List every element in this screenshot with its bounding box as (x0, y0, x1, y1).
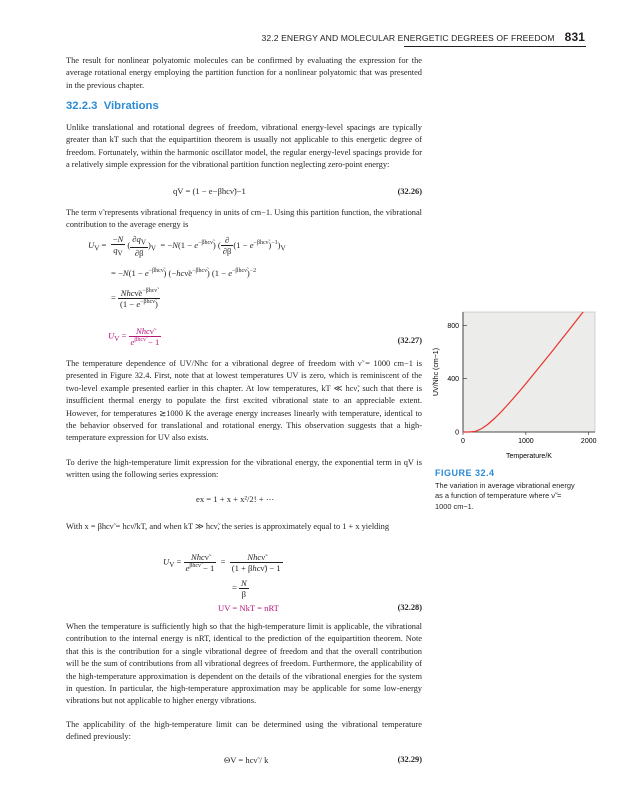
high-t-derivation-2: = $\frac{N}{\beta}$ (232, 578, 247, 599)
plot-area (463, 312, 595, 432)
derivation-line-2: = $-N(1 - e^{-\beta hc\nũ})$ $(-hc\nũe^{-\beta hc\nũ}) (1 - e^{-\beta hc\nũ})^{-2}$ (111, 268, 257, 278)
header-rule (404, 46, 586, 47)
section-title: Vibrations (103, 100, 159, 112)
paragraph-partition-term: The term ν̃ represents vibrational frequency in units of cm−1. Using this partition function, the vibrational contribution to the average energy is (66, 208, 422, 230)
equation-series: ex = 1 + x + x²/2! + ⋯ (196, 494, 275, 504)
y-axis-label: UV/Nhc (cm−1) (433, 347, 440, 397)
x-tick-label: 1000 (518, 438, 534, 445)
y-tick-label: 0 (455, 429, 459, 437)
derivation-line-1: $U_V$ = $\frac{-N}{q_V}$ ( $\frac{\partial q_V}{\partial\beta}$ )$_V = -N(1 - e^{-\beta hc\nũ})$ ( $\frac{\partial}{\partial\beta}$ $(1 - e^{-\beta hc\nũ})^{-1})_V$ (88, 234, 286, 258)
equation-32-26: qV = (1 − e−βhcν̃)−1 (173, 186, 246, 196)
equation-32-28: UV = NkT = nRT (218, 603, 279, 613)
x-tick-label: 0 (461, 438, 465, 445)
equation-number-32-29: (32.29) (397, 755, 422, 764)
figure-32-4-chart (425, 308, 605, 464)
paragraph-vibrations-intro: Unlike translational and rotational degrees of freedom, vibrational energy-level spacings are typically greater than kT such that the equipartition theorem is usually not applicable to this energetic degree of freedom. Fortunately, within the harmonic oscillator model, the regular energy-level spacings provide for a relatively simple expression for the vibrational partition function neglecting zero-point energy: (66, 123, 422, 170)
derivation-line-4: $U_V$ = $\frac{\text{Nhcν̃}}{e^{\beta hc\nũ} - 1}$ (108, 326, 160, 347)
equation-number-32-27: (32.27) (397, 336, 422, 345)
equation-number-32-28: (32.28) (397, 603, 422, 612)
paragraph-high-t-limit: When the temperature is sufficiently high so that the high-temperature limit is applicable, the vibrational contribution to the internal energy is nRT, identical to the prediction of the equipartition theorem. Note that this is the contribution for a single vibrational degree of freedom and that the overall contribution will be the sum of contributions from all vibrational degrees of freedom. Furthermore, the applicability of the high-temperature approximation is dependent on the details of the vibrational energies for the system in question. In particular, the high-temperature approximation may be applicable for some low-energy vibrations but not applicable to higher energy vibrations. (66, 622, 422, 706)
page-number: 831 (564, 30, 585, 44)
paragraph-high-temperature: To derive the high-temperature limit expression for the vibrational energy, the exponential term in qV is written using the following series expression: (66, 458, 422, 480)
figure-label: FIGURE 32.4 (435, 468, 495, 478)
intro-paragraph: The result for nonlinear polyatomic molecules can be confirmed by evaluating the expression for the average rotational energy employing the partition function for a nonlinear polyatomic that was presented in the previous chapter. (66, 56, 422, 90)
paragraph-temperature-dependence: The temperature dependence of UV/Nhc for a vibrational degree of freedom with ν̃ = 1000 cm−1 is presented in Figure 32.4. First, note that at lowest temperatures UV is zero, which is reminiscent of the two-level example presented earlier in this chapter. At low temperatures, kT ≪ hcν̃, such that there is insufficient thermal energy to populate the first excited vibrational state to an appreciable extent. However, for temperatures ≳1000 K the average energy increases linearly with temperature, identical to the behavior observed for translational and rotational energy. This observation suggests that a high-temperature expression for UV also exists. (66, 359, 422, 443)
x-tick-label: 2000 (580, 438, 597, 445)
paragraph-vibrational-temperature: The applicability of the high-temperature limit can be determined using the vibrational temperature defined previously: (66, 720, 422, 742)
running-header (0, 30, 585, 44)
section-number: 32.2.3 (66, 100, 98, 112)
high-t-derivation-1: $U_V$ = $\frac{\text{Nhcν̃}}{e^{\beta hc\nũ} - 1}$ = $\frac{\text{Nhcν̃}}{\text{(1 + βhcν̃) − 1}}$ (163, 552, 281, 573)
running-title: 32.2 ENERGY AND MOLECULAR ENERGETIC DEGREES OF FREEDOM (261, 33, 555, 43)
derivation-line-3: = $\frac{Nhc\nũe^{-\beta hc\nũ}}{(1 - e^{-\beta hc\nũ})}$ (111, 288, 158, 309)
paragraph-series-approx: With x = βhcν̃ = hcν̃/kT, and when kT ≫ hcν̃, the series is approximately equal to 1 + x yielding (66, 522, 390, 531)
x-axis-label: Temperature/K (506, 453, 552, 460)
equation-number-32-26: (32.26) (397, 187, 422, 196)
equation-32-29: ΘV = hcν̃ / k (224, 755, 269, 765)
figure-caption: The variation in average vibrational energy as a function of temperature where ν̃ = 1000 cm−1. (435, 481, 575, 511)
y-tick-label: 400 (447, 376, 459, 384)
section-heading (66, 100, 159, 112)
y-tick-label: 800 (447, 322, 459, 330)
